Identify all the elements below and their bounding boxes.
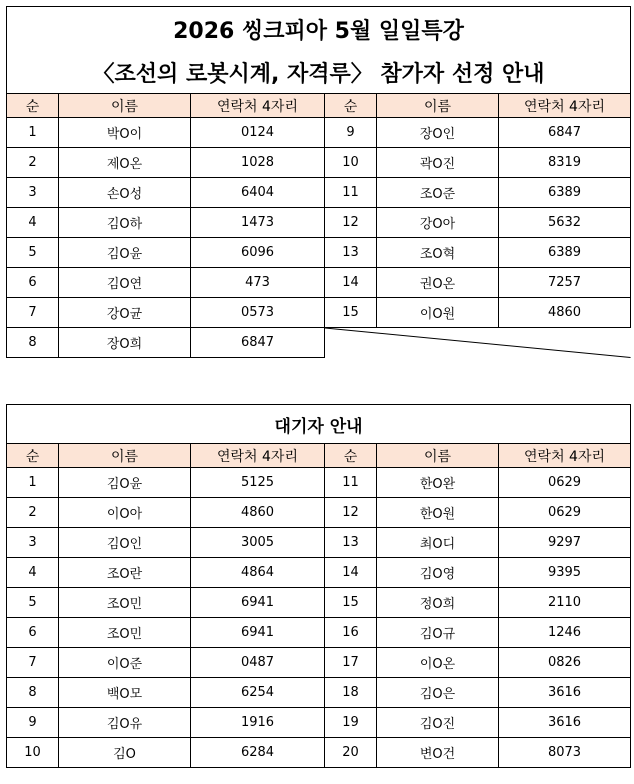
person-name: 권O온	[377, 268, 499, 298]
table-row	[7, 738, 631, 768]
row-number: 6	[7, 268, 59, 298]
row-number: 12	[325, 208, 377, 238]
row-number: 7	[7, 298, 59, 328]
phone-last4: 5632	[499, 208, 631, 238]
empty-slashed-cell	[325, 328, 631, 358]
phone-last4: 6389	[499, 238, 631, 268]
phone-last4: 1916	[191, 708, 325, 738]
phone-last4: 6389	[499, 178, 631, 208]
table-row	[7, 148, 631, 178]
phone-last4: 4864	[191, 558, 325, 588]
person-name: 곽O진	[377, 148, 499, 178]
phone-last4: 6284	[191, 738, 325, 768]
row-number: 10	[7, 738, 59, 768]
row-number: 16	[325, 618, 377, 648]
row-number: 4	[7, 208, 59, 238]
row-number: 1	[7, 468, 59, 498]
person-name: 김O영	[377, 558, 499, 588]
row-number: 15	[325, 588, 377, 618]
row-number: 11	[325, 178, 377, 208]
table-row	[7, 498, 631, 528]
person-name: 이O온	[377, 648, 499, 678]
person-name: 조O민	[59, 618, 191, 648]
phone-last4: 6941	[191, 588, 325, 618]
person-name: 이O원	[377, 298, 499, 328]
table-row	[7, 268, 631, 298]
person-name: 장O희	[59, 328, 191, 358]
row-number: 10	[325, 148, 377, 178]
table-row	[7, 678, 631, 708]
person-name: 최O디	[377, 528, 499, 558]
notice-title-line1: 2026 씽크피아 5월 일일특강	[7, 7, 631, 52]
phone-last4: 1246	[499, 618, 631, 648]
row-number: 2	[7, 148, 59, 178]
table-row	[7, 118, 631, 148]
header-no: 순	[7, 94, 59, 118]
person-name: 강O아	[377, 208, 499, 238]
phone-last4: 0124	[191, 118, 325, 148]
row-number: 5	[7, 588, 59, 618]
table-row	[7, 178, 631, 208]
phone-last4: 6847	[499, 118, 631, 148]
person-name: 정O희	[377, 588, 499, 618]
person-name: 김O연	[59, 268, 191, 298]
person-name: 김O은	[377, 678, 499, 708]
notice-title-line2: 〈조선의 로봇시계, 자격루〉 참가자 선정 안내	[7, 51, 631, 94]
person-name: 김O윤	[59, 238, 191, 268]
phone-last4: 3005	[191, 528, 325, 558]
table-row	[7, 648, 631, 678]
phone-last4: 6847	[191, 328, 325, 358]
person-name: 강O균	[59, 298, 191, 328]
person-name: 박O이	[59, 118, 191, 148]
row-number: 8	[7, 678, 59, 708]
table-row	[7, 328, 631, 358]
header-no: 순	[7, 444, 59, 468]
phone-last4: 0629	[499, 498, 631, 528]
header-phone: 연락처 4자리	[191, 94, 325, 118]
header-phone: 연락처 4자리	[499, 94, 631, 118]
row-number: 6	[7, 618, 59, 648]
waitlist-title: 대기자 안내	[7, 405, 631, 444]
header-name: 이름	[377, 94, 499, 118]
table-row	[7, 238, 631, 268]
phone-last4: 3616	[499, 678, 631, 708]
row-number: 17	[325, 648, 377, 678]
phone-last4: 9395	[499, 558, 631, 588]
person-name: 변O건	[377, 738, 499, 768]
row-number: 15	[325, 298, 377, 328]
phone-last4: 0629	[499, 468, 631, 498]
table-row	[7, 588, 631, 618]
row-number: 20	[325, 738, 377, 768]
row-number: 5	[7, 238, 59, 268]
phone-last4: 8319	[499, 148, 631, 178]
row-number: 7	[7, 648, 59, 678]
person-name: 김O윤	[59, 468, 191, 498]
person-name: 한O원	[377, 498, 499, 528]
row-number: 3	[7, 528, 59, 558]
phone-last4: 0487	[191, 648, 325, 678]
phone-last4: 6941	[191, 618, 325, 648]
person-name: 김O	[59, 738, 191, 768]
row-number: 13	[325, 528, 377, 558]
table-row	[7, 708, 631, 738]
header-name: 이름	[377, 444, 499, 468]
phone-last4: 5125	[191, 468, 325, 498]
row-number: 14	[325, 558, 377, 588]
row-number: 3	[7, 178, 59, 208]
row-number: 4	[7, 558, 59, 588]
diagonal-slash	[325, 328, 631, 358]
table-row	[7, 298, 631, 328]
waitlist-table	[6, 404, 631, 768]
row-number: 13	[325, 238, 377, 268]
phone-last4: 3616	[499, 708, 631, 738]
phone-last4: 9297	[499, 528, 631, 558]
header-name: 이름	[59, 444, 191, 468]
person-name: 김O하	[59, 208, 191, 238]
person-name: 김O인	[59, 528, 191, 558]
phone-last4: 7257	[499, 268, 631, 298]
phone-last4: 6404	[191, 178, 325, 208]
header-no: 순	[325, 94, 377, 118]
phone-last4: 0573	[191, 298, 325, 328]
row-number: 9	[7, 708, 59, 738]
header-phone: 연락처 4자리	[191, 444, 325, 468]
waitlist-header-row	[7, 444, 631, 468]
table-row	[7, 528, 631, 558]
person-name: 한O완	[377, 468, 499, 498]
phone-last4: 2110	[499, 588, 631, 618]
header-no: 순	[325, 444, 377, 468]
phone-last4: 4860	[499, 298, 631, 328]
participant-header-row	[7, 94, 631, 118]
person-name: 김O유	[59, 708, 191, 738]
table-row	[7, 208, 631, 238]
table-row	[7, 618, 631, 648]
phone-last4: 8073	[499, 738, 631, 768]
header-name: 이름	[59, 94, 191, 118]
phone-last4: 473	[191, 268, 325, 298]
row-number: 11	[325, 468, 377, 498]
row-number: 19	[325, 708, 377, 738]
header-phone: 연락처 4자리	[499, 444, 631, 468]
person-name: 이O아	[59, 498, 191, 528]
person-name: 김O진	[377, 708, 499, 738]
row-number: 8	[7, 328, 59, 358]
row-number: 9	[325, 118, 377, 148]
person-name: 김O규	[377, 618, 499, 648]
participant-table	[6, 6, 631, 358]
person-name: 이O준	[59, 648, 191, 678]
person-name: 제O온	[59, 148, 191, 178]
row-number: 12	[325, 498, 377, 528]
table-row	[7, 468, 631, 498]
person-name: 조O혁	[377, 238, 499, 268]
row-number: 14	[325, 268, 377, 298]
phone-last4: 6096	[191, 238, 325, 268]
phone-last4: 1473	[191, 208, 325, 238]
phone-last4: 4860	[191, 498, 325, 528]
person-name: 장O인	[377, 118, 499, 148]
row-number: 1	[7, 118, 59, 148]
phone-last4: 1028	[191, 148, 325, 178]
person-name: 조O준	[377, 178, 499, 208]
person-name: 조O란	[59, 558, 191, 588]
table-row	[7, 558, 631, 588]
person-name: 조O민	[59, 588, 191, 618]
phone-last4: 6254	[191, 678, 325, 708]
person-name: 백O모	[59, 678, 191, 708]
person-name: 손O성	[59, 178, 191, 208]
row-number: 18	[325, 678, 377, 708]
phone-last4: 0826	[499, 648, 631, 678]
row-number: 2	[7, 498, 59, 528]
